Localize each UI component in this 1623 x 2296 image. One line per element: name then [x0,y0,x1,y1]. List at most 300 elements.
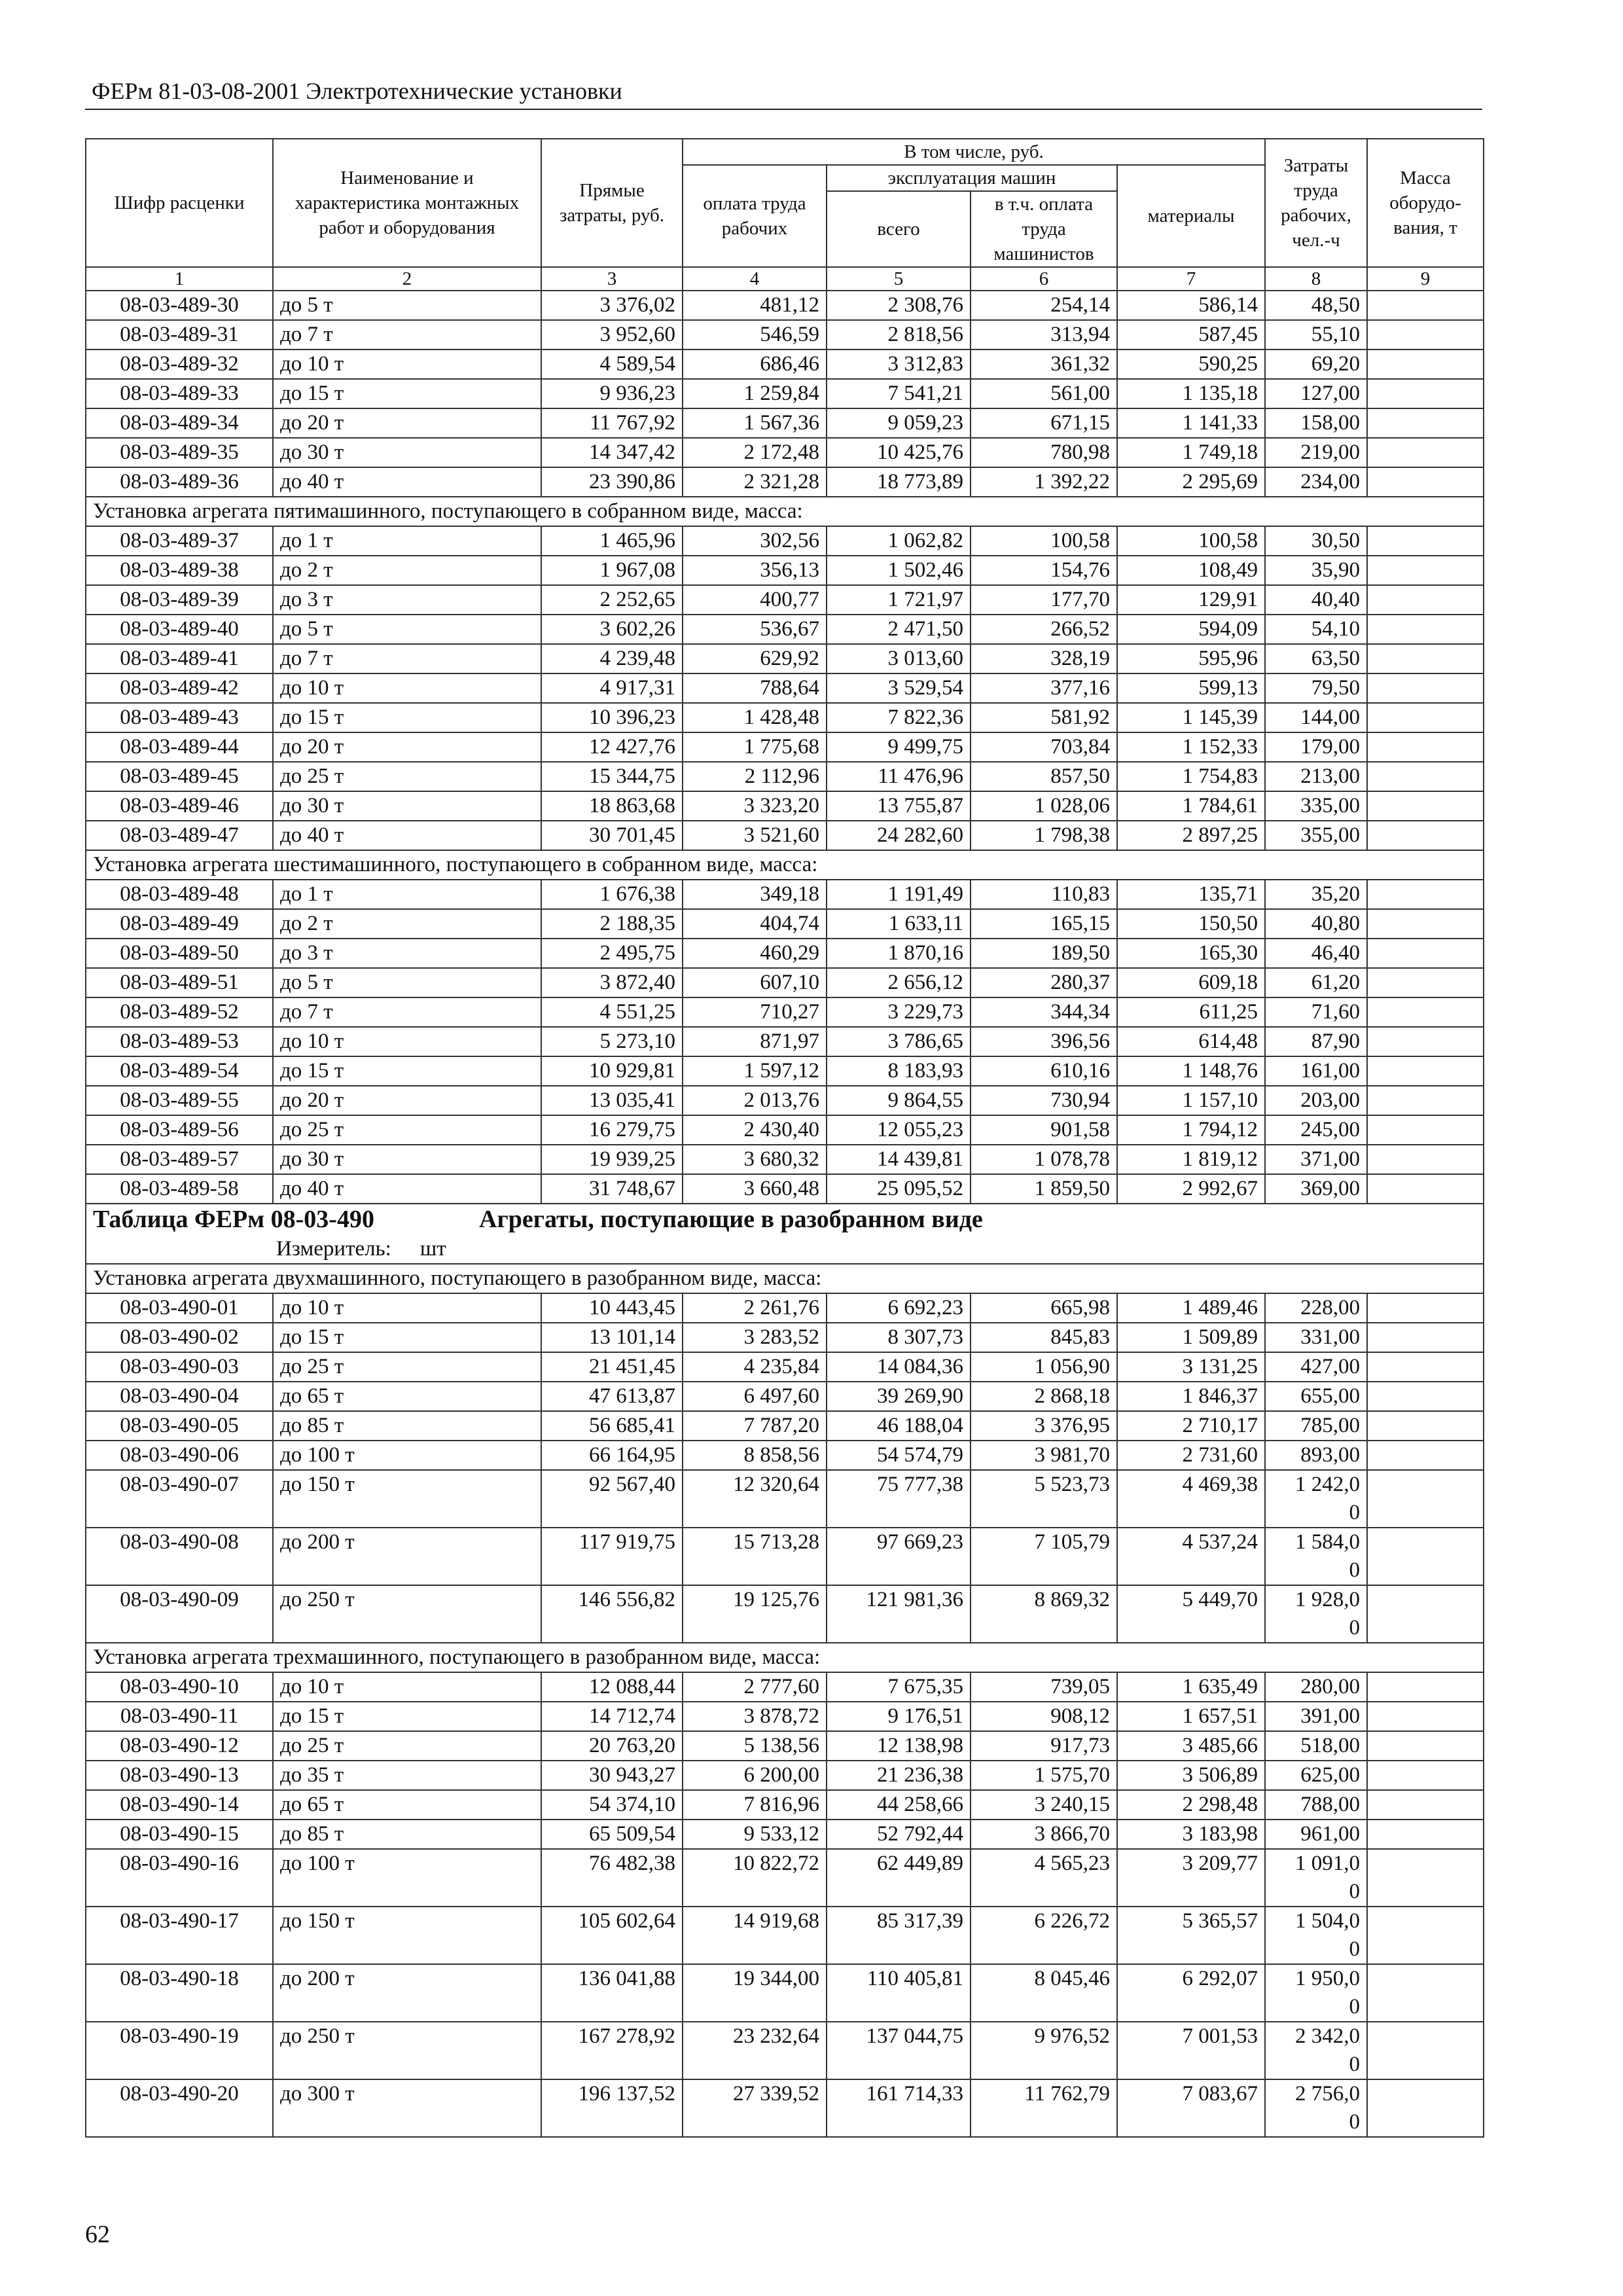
direct-cost: 10 443,45 [541,1293,683,1323]
machinist-wages: 1 798,38 [971,821,1117,850]
labor-hours: 280,00 [1265,1672,1367,1702]
rate-code: 08-03-489-41 [86,644,273,673]
rate-code: 08-03-489-47 [86,821,273,850]
rate-code: 08-03-489-45 [86,762,273,791]
machinist-wages: 328,19 [971,644,1117,673]
machinist-wages: 9 976,52 [971,2022,1117,2079]
direct-cost: 2 188,35 [541,909,683,939]
table-row [86,762,1484,791]
rate-mass-range: до 100 т [273,1849,541,1907]
rate-mass-range: до 30 т [273,1145,541,1174]
labor-hours: 369,00 [1265,1174,1367,1204]
materials-cost: 1 819,12 [1117,1145,1265,1174]
labor-hours-line: 0 [1349,1880,1360,1903]
materials-cost: 3 131,25 [1117,1352,1265,1382]
machinist-wages: 3 240,15 [971,1790,1117,1820]
rate-mass-range: до 25 т [273,762,541,791]
machines-total: 3 312,83 [827,350,971,379]
section-heading: Установка агрегата двухмашинного, поступающего в разобранном виде, масса: [86,1264,1484,1293]
rate-mass-range: до 10 т [273,1293,541,1323]
labor-cost: 2 321,28 [683,467,827,497]
machinist-wages: 1 392,22 [971,467,1117,497]
direct-cost: 14 347,42 [541,438,683,467]
rate-code: 08-03-490-17 [86,1907,273,1964]
table-row [86,1790,1484,1820]
materials-cost: 7 083,67 [1117,2079,1265,2137]
machines-total: 2 656,12 [827,968,971,997]
rate-code: 08-03-489-56 [86,1115,273,1145]
direct-cost: 20 763,20 [541,1731,683,1761]
rate-mass-range: до 250 т [273,2022,541,2079]
rate-mass-range: до 5 т [273,968,541,997]
materials-cost: 2 731,60 [1117,1441,1265,1470]
labor-hours-line: 2 756,0 [1295,2082,1360,2106]
page-header-title: ФЕРм 81-03-08-2001 Электротехнические установки [92,78,622,104]
labor-cost: 19 344,00 [683,1964,827,2022]
machines-total: 3 013,60 [827,644,971,673]
rate-mass-range: до 20 т [273,732,541,762]
table-row [86,1382,1484,1411]
col-machines-wages-header: в т.ч. оплата труда машинистов [971,191,1117,267]
labor-hours: 625,00 [1265,1761,1367,1790]
equipment-mass [1367,1441,1484,1470]
machinist-wages: 1 078,78 [971,1145,1117,1174]
table-row [86,644,1484,673]
section-heading-row [86,850,1484,880]
machines-total: 1 062,82 [827,526,971,556]
rate-mass-range: до 100 т [273,1441,541,1470]
machines-total: 1 502,46 [827,556,971,585]
machines-total: 12 138,98 [827,1731,971,1761]
materials-cost: 4 469,38 [1117,1470,1265,1528]
section-heading-row [86,1264,1484,1293]
rate-code: 08-03-489-58 [86,1174,273,1204]
equipment-mass [1367,1293,1484,1323]
column-number: 7 [1117,267,1265,291]
direct-cost: 10 396,23 [541,703,683,732]
table-row [86,1907,1484,1964]
labor-hours: 54,10 [1265,615,1367,644]
machinist-wages: 396,56 [971,1027,1117,1056]
labor-cost: 15 713,28 [683,1528,827,1585]
direct-cost: 4 551,25 [541,997,683,1027]
direct-cost: 12 427,76 [541,732,683,762]
materials-cost: 1 635,49 [1117,1672,1265,1702]
direct-cost: 3 872,40 [541,968,683,997]
materials-cost: 6 292,07 [1117,1964,1265,2022]
machinist-wages: 100,58 [971,526,1117,556]
equipment-mass [1367,909,1484,939]
column-number-row [86,267,1484,291]
rate-code: 08-03-490-04 [86,1382,273,1411]
table-row [86,467,1484,497]
machines-total: 1 870,16 [827,939,971,968]
table-row [86,1086,1484,1115]
machinist-wages: 165,15 [971,909,1117,939]
rate-code: 08-03-490-20 [86,2079,273,2137]
machinist-wages: 6 226,72 [971,1907,1117,1964]
machinist-wages: 3 376,95 [971,1411,1117,1441]
labor-hours-line: 0 [1349,1937,1360,1961]
labor-hours-line: 0 [1349,2053,1360,2076]
table-row [86,732,1484,762]
table-row [86,1820,1484,1849]
labor-hours: 40,80 [1265,909,1367,939]
table-header [86,139,1484,291]
rate-code: 08-03-490-02 [86,1323,273,1352]
machines-total: 8 183,93 [827,1056,971,1086]
labor-cost: 349,18 [683,880,827,909]
table-row [86,791,1484,821]
materials-cost: 611,25 [1117,997,1265,1027]
table-row [86,821,1484,850]
equipment-mass [1367,1174,1484,1204]
table-row [86,526,1484,556]
direct-cost: 31 748,67 [541,1174,683,1204]
equipment-mass [1367,585,1484,615]
labor-hours: 331,00 [1265,1323,1367,1352]
machinist-wages: 313,94 [971,320,1117,350]
column-number: 6 [971,267,1117,291]
direct-cost: 1 967,08 [541,556,683,585]
labor-cost: 5 138,56 [683,1731,827,1761]
direct-cost: 4 589,54 [541,350,683,379]
direct-cost: 56 685,41 [541,1411,683,1441]
machinist-wages: 1 056,90 [971,1352,1117,1382]
labor-hours-line: 0 [1349,2110,1360,2134]
column-number: 5 [827,267,971,291]
labor-cost: 1 428,48 [683,703,827,732]
machinist-wages: 561,00 [971,379,1117,408]
materials-cost: 2 295,69 [1117,467,1265,497]
machinist-wages: 1 859,50 [971,1174,1117,1204]
materials-cost: 2 298,48 [1117,1790,1265,1820]
materials-cost: 1 148,76 [1117,1056,1265,1086]
table-row [86,1352,1484,1382]
direct-cost: 13 035,41 [541,1086,683,1115]
machines-total: 52 792,44 [827,1820,971,1849]
section-heading-row [86,1643,1484,1672]
rate-mass-range: до 25 т [273,1731,541,1761]
col-name-header: Наименование и характеристика монтажных работ и оборудования [273,139,541,267]
machines-total: 3 529,54 [827,673,971,703]
machinist-wages: 857,50 [971,762,1117,791]
rate-code: 08-03-489-46 [86,791,273,821]
machines-total: 25 095,52 [827,1174,971,1204]
equipment-mass [1367,526,1484,556]
column-number: 1 [86,267,273,291]
direct-cost: 146 556,82 [541,1585,683,1643]
machines-total: 137 044,75 [827,2022,971,2079]
machinist-wages: 177,70 [971,585,1117,615]
materials-cost: 1 152,33 [1117,732,1265,762]
labor-cost: 2 112,96 [683,762,827,791]
table-row [86,1056,1484,1086]
machinist-wages: 11 762,79 [971,2079,1117,2137]
labor-cost: 871,97 [683,1027,827,1056]
machinist-wages: 344,34 [971,997,1117,1027]
rate-code: 08-03-490-18 [86,1964,273,2022]
rate-code: 08-03-489-44 [86,732,273,762]
materials-cost: 135,71 [1117,880,1265,909]
labor-hours: 788,00 [1265,1790,1367,1820]
labor-hours-line: 0 [1349,1501,1360,1524]
table-row [86,379,1484,408]
table-row [86,1293,1484,1323]
equipment-mass [1367,1790,1484,1820]
rate-mass-range: до 65 т [273,1382,541,1411]
machinist-wages: 110,83 [971,880,1117,909]
table-row [86,968,1484,997]
table-row [86,703,1484,732]
rate-code: 08-03-489-57 [86,1145,273,1174]
table-row [86,2022,1484,2079]
equipment-mass [1367,1115,1484,1145]
rate-code: 08-03-489-55 [86,1086,273,1115]
table-row [86,291,1484,320]
materials-cost: 150,50 [1117,909,1265,939]
rate-mass-range: до 15 т [273,703,541,732]
machines-total: 14 084,36 [827,1352,971,1382]
rate-code: 08-03-489-50 [86,939,273,968]
machinist-wages: 266,52 [971,615,1117,644]
labor-cost: 6 497,60 [683,1382,827,1411]
rate-mass-range: до 7 т [273,644,541,673]
table-title-row [86,1204,1484,1235]
rate-code: 08-03-489-35 [86,438,273,467]
equipment-mass [1367,1323,1484,1352]
equipment-mass [1367,1382,1484,1411]
direct-cost: 15 344,75 [541,762,683,791]
direct-cost: 4 917,31 [541,673,683,703]
labor-cost: 607,10 [683,968,827,997]
machines-total: 3 786,65 [827,1027,971,1056]
rate-code: 08-03-489-33 [86,379,273,408]
table-row [86,1323,1484,1352]
equipment-mass [1367,1086,1484,1115]
equipment-mass [1367,1672,1484,1702]
labor-hours: 518,00 [1265,1731,1367,1761]
machines-total: 97 669,23 [827,1528,971,1585]
materials-cost: 1 794,12 [1117,1115,1265,1145]
rate-code: 08-03-490-06 [86,1441,273,1470]
equipment-mass [1367,762,1484,791]
materials-cost: 3 506,89 [1117,1761,1265,1790]
labor-hours: 179,00 [1265,732,1367,762]
labor-hours: 63,50 [1265,644,1367,673]
labor-hours: 228,00 [1265,1293,1367,1323]
labor-cost: 2 013,76 [683,1086,827,1115]
labor-cost: 14 919,68 [683,1907,827,1964]
rate-code: 08-03-489-30 [86,291,273,320]
labor-hours: 355,00 [1265,821,1367,850]
table-row [86,1761,1484,1790]
rate-mass-range: до 20 т [273,1086,541,1115]
section-heading: Установка агрегата шестимашинного, поступающего в собранном виде, масса: [86,850,1484,880]
rate-code: 08-03-490-12 [86,1731,273,1761]
labor-hours [1265,1585,1367,1643]
rate-mass-range: до 5 т [273,291,541,320]
equipment-mass [1367,1964,1484,2022]
labor-hours: 144,00 [1265,703,1367,732]
machines-total: 54 574,79 [827,1441,971,1470]
labor-cost: 536,67 [683,615,827,644]
direct-cost: 9 936,23 [541,379,683,408]
labor-hours-line: 1 950,0 [1295,1967,1360,1990]
direct-cost: 92 567,40 [541,1470,683,1528]
equipment-mass [1367,615,1484,644]
machines-total: 1 633,11 [827,909,971,939]
labor-hours: 893,00 [1265,1441,1367,1470]
table-row [86,2079,1484,2137]
equipment-mass [1367,467,1484,497]
machines-total: 75 777,38 [827,1470,971,1528]
machinist-wages: 3 981,70 [971,1441,1117,1470]
labor-cost: 2 777,60 [683,1672,827,1702]
machines-total: 2 818,56 [827,320,971,350]
machinist-wages: 8 869,32 [971,1585,1117,1643]
equipment-mass [1367,1027,1484,1056]
labor-hours: 213,00 [1265,762,1367,791]
materials-cost: 1 657,51 [1117,1702,1265,1731]
column-number: 9 [1367,267,1484,291]
labor-cost: 3 323,20 [683,791,827,821]
labor-cost: 1 597,12 [683,1056,827,1086]
table-row [86,1672,1484,1702]
machinist-wages: 8 045,46 [971,1964,1117,2022]
direct-cost: 3 952,60 [541,320,683,350]
machines-total: 9 059,23 [827,408,971,438]
rate-code: 08-03-489-54 [86,1056,273,1086]
machinist-wages: 610,16 [971,1056,1117,1086]
col-mass-header: Масса оборудо-вания, т [1367,139,1484,267]
rate-mass-range: до 2 т [273,556,541,585]
rate-mass-range: до 25 т [273,1115,541,1145]
labor-cost: 629,92 [683,644,827,673]
machines-total: 2 308,76 [827,291,971,320]
rate-code: 08-03-490-09 [86,1585,273,1643]
table-row [86,880,1484,909]
equipment-mass [1367,291,1484,320]
machinist-wages: 3 866,70 [971,1820,1117,1849]
labor-cost: 27 339,52 [683,2079,827,2137]
materials-cost: 165,30 [1117,939,1265,968]
labor-hours: 234,00 [1265,467,1367,497]
labor-hours: 127,00 [1265,379,1367,408]
materials-cost: 599,13 [1117,673,1265,703]
labor-cost: 7 787,20 [683,1411,827,1441]
table-row [86,438,1484,467]
rate-mass-range: до 15 т [273,379,541,408]
table-row [86,1115,1484,1145]
labor-hours-line: 1 928,0 [1295,1588,1360,1611]
direct-cost: 30 701,45 [541,821,683,850]
rate-code: 08-03-489-34 [86,408,273,438]
labor-cost: 12 320,64 [683,1470,827,1528]
labor-cost: 3 660,48 [683,1174,827,1204]
labor-hours [1265,1907,1367,1964]
labor-hours: 79,50 [1265,673,1367,703]
table-row [86,1145,1484,1174]
machines-total: 21 236,38 [827,1761,971,1790]
rate-mass-range: до 200 т [273,1964,541,2022]
rate-mass-range: до 2 т [273,909,541,939]
machines-total: 14 439,81 [827,1145,971,1174]
labor-hours: 40,40 [1265,585,1367,615]
labor-hours-line: 2 342,0 [1295,2024,1360,2048]
col-machines-header: эксплуатация машин [827,165,1117,191]
materials-cost: 1 141,33 [1117,408,1265,438]
materials-cost: 3 209,77 [1117,1849,1265,1907]
rate-code: 08-03-489-39 [86,585,273,615]
labor-cost: 1 775,68 [683,732,827,762]
materials-cost: 1 754,83 [1117,762,1265,791]
labor-hours [1265,2022,1367,2079]
labor-cost: 19 125,76 [683,1585,827,1643]
direct-cost: 1 676,38 [541,880,683,909]
labor-cost: 788,64 [683,673,827,703]
equipment-mass [1367,968,1484,997]
rate-code: 08-03-489-37 [86,526,273,556]
labor-cost: 3 878,72 [683,1702,827,1731]
machinist-wages: 4 565,23 [971,1849,1117,1907]
rate-mass-range: до 15 т [273,1056,541,1086]
labor-hours: 35,20 [1265,880,1367,909]
labor-cost: 6 200,00 [683,1761,827,1790]
materials-cost: 587,45 [1117,320,1265,350]
direct-cost: 4 239,48 [541,644,683,673]
equipment-mass [1367,1731,1484,1761]
equipment-mass [1367,1907,1484,1964]
labor-cost: 3 680,32 [683,1145,827,1174]
direct-cost: 21 451,45 [541,1352,683,1382]
direct-cost: 3 602,26 [541,615,683,644]
table-row [86,615,1484,644]
direct-cost: 117 919,75 [541,1528,683,1585]
direct-cost: 65 509,54 [541,1820,683,1849]
materials-cost: 1 509,89 [1117,1323,1265,1352]
rate-code: 08-03-490-03 [86,1352,273,1382]
labor-hours: 87,90 [1265,1027,1367,1056]
direct-cost: 14 712,74 [541,1702,683,1731]
col-machines-total-header: всего [827,191,971,267]
machinist-wages: 901,58 [971,1115,1117,1145]
labor-hours: 61,20 [1265,968,1367,997]
section-heading-row [86,497,1484,526]
rate-mass-range: до 150 т [273,1470,541,1528]
table-row [86,909,1484,939]
rate-mass-range: до 10 т [273,1027,541,1056]
table-row [86,673,1484,703]
rate-code: 08-03-489-43 [86,703,273,732]
direct-cost: 13 101,14 [541,1323,683,1352]
machinist-wages: 845,83 [971,1323,1117,1352]
machinist-wages: 361,32 [971,350,1117,379]
equipment-mass [1367,1585,1484,1643]
machinist-wages: 1 028,06 [971,791,1117,821]
materials-cost: 3 183,98 [1117,1820,1265,1849]
machinist-wages: 917,73 [971,1731,1117,1761]
materials-cost: 108,49 [1117,556,1265,585]
rate-mass-range: до 150 т [273,1907,541,1964]
labor-hours-line: 0 [1349,1616,1360,1640]
equipment-mass [1367,1145,1484,1174]
direct-cost: 16 279,75 [541,1115,683,1145]
labor-hours [1265,2079,1367,2137]
table-row [86,408,1484,438]
machinist-wages: 581,92 [971,703,1117,732]
machinist-wages: 703,84 [971,732,1117,762]
